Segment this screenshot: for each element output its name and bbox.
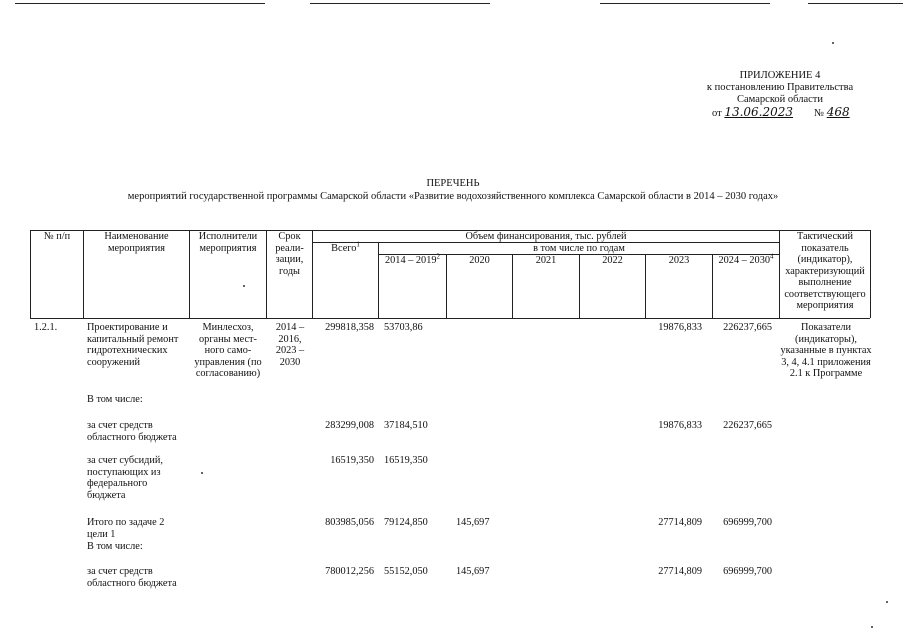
document-subtitle: мероприятий государственной программы Самарской области «Развитие водохозяйственного комплекса Самарской области в 2014 – 2030 годах» xyxy=(127,191,779,202)
row-y2024: 226237,665 xyxy=(723,322,772,333)
appendix-line1: к постановлению Правительства xyxy=(706,82,854,93)
row-name: за счет субсидий, поступающих из федерального бюджета xyxy=(87,455,163,501)
appendix-block xyxy=(690,70,870,120)
scan-speck xyxy=(832,42,834,44)
header-num: № п/п xyxy=(43,231,71,242)
row-y2023: 27714,809 xyxy=(658,566,702,577)
row-y2014: 16519,350 xyxy=(384,455,428,466)
row-num: 1.2.1. xyxy=(34,322,58,333)
appendix-date-row: от 13.06.2023 № 468 xyxy=(712,105,850,119)
scan-speck xyxy=(243,285,245,287)
header-y2020: 2020 xyxy=(469,255,490,266)
row-y2014: 79124,850 xyxy=(384,517,428,528)
page-top-rule xyxy=(808,3,903,4)
appendix-line2: Самарской области xyxy=(737,94,823,105)
row-y2023: 19876,833 xyxy=(658,322,702,333)
header-by-years: в том числе по годам xyxy=(533,243,625,254)
row-term: 2014 – 2016, 2023 – 2030 xyxy=(275,322,305,368)
header-executors: Исполнители мероприятия xyxy=(198,231,258,254)
row-y2020: 145,697 xyxy=(456,566,490,577)
row-y2020: 145,697 xyxy=(456,517,490,528)
row-y2024: 696999,700 xyxy=(723,566,772,577)
row-executors: Минлесхоз, органы мест-ного само-управления (по согласованию) xyxy=(194,322,262,379)
row-total: 803985,056 xyxy=(325,517,374,528)
row-label: В том числе: xyxy=(87,541,143,552)
row-name: за счет средств областного бюджета xyxy=(87,566,177,589)
scan-speck xyxy=(886,601,888,603)
row-total: 299818,358 xyxy=(325,322,374,333)
row-indicator: Показатели (индикаторы), указанные в пунктах 3, 4, 4.1 приложения 2.1 к Программе xyxy=(780,322,872,379)
header-funding: Объем финансирования, тыс. рублей xyxy=(465,231,627,242)
header-y2023: 2023 xyxy=(668,255,690,266)
header-y2014: 2014 – 2019$^2$ xyxy=(385,252,440,266)
row-name: Итого по задаче 2 цели 1 xyxy=(87,517,165,540)
row-name: Проектирование и капитальный ремонт гидротехнических сооружений xyxy=(87,322,179,368)
handwritten-number: 468 xyxy=(826,105,850,119)
row-y2024: 226237,665 xyxy=(723,420,772,431)
scan-speck xyxy=(871,626,873,628)
header-y2024: 2024 – 2030$^4$ xyxy=(718,252,774,266)
page-top-rule xyxy=(15,3,265,4)
row-y2023: 27714,809 xyxy=(658,517,702,528)
header-name: Наименование мероприятия xyxy=(104,231,169,254)
row-y2024: 696999,700 xyxy=(723,517,772,528)
scan-speck xyxy=(201,472,203,474)
handwritten-date: 13.06.2023 xyxy=(724,105,794,119)
row-label: В том числе: xyxy=(87,394,143,405)
row-total: 283299,008 xyxy=(325,420,374,431)
header-term: Срок реали-зации, годы xyxy=(275,231,304,277)
header-y2021: 2021 xyxy=(535,255,557,266)
page-top-rule xyxy=(310,3,490,4)
header-y2022: 2022 xyxy=(602,255,623,266)
row-y2014: 55152,050 xyxy=(384,566,428,577)
row-total: 16519,350 xyxy=(330,455,374,466)
row-y2014: 53703,86 xyxy=(384,322,423,333)
appendix-title: ПРИЛОЖЕНИЕ 4 xyxy=(739,70,821,81)
row-y2023: 19876,833 xyxy=(658,420,702,431)
page-top-rule xyxy=(600,3,770,4)
row-y2014: 37184,510 xyxy=(384,420,428,431)
header-indicator: Тактический показатель (индикатор), характеризующий выполнение соответствующего мероприятия xyxy=(784,231,866,311)
row-name: за счет средств областного бюджета xyxy=(87,420,177,443)
header-total: Всего$^1$ xyxy=(331,240,360,254)
row-total: 780012,256 xyxy=(325,566,374,577)
document-title: ПЕРЕЧЕНЬ xyxy=(426,178,480,189)
